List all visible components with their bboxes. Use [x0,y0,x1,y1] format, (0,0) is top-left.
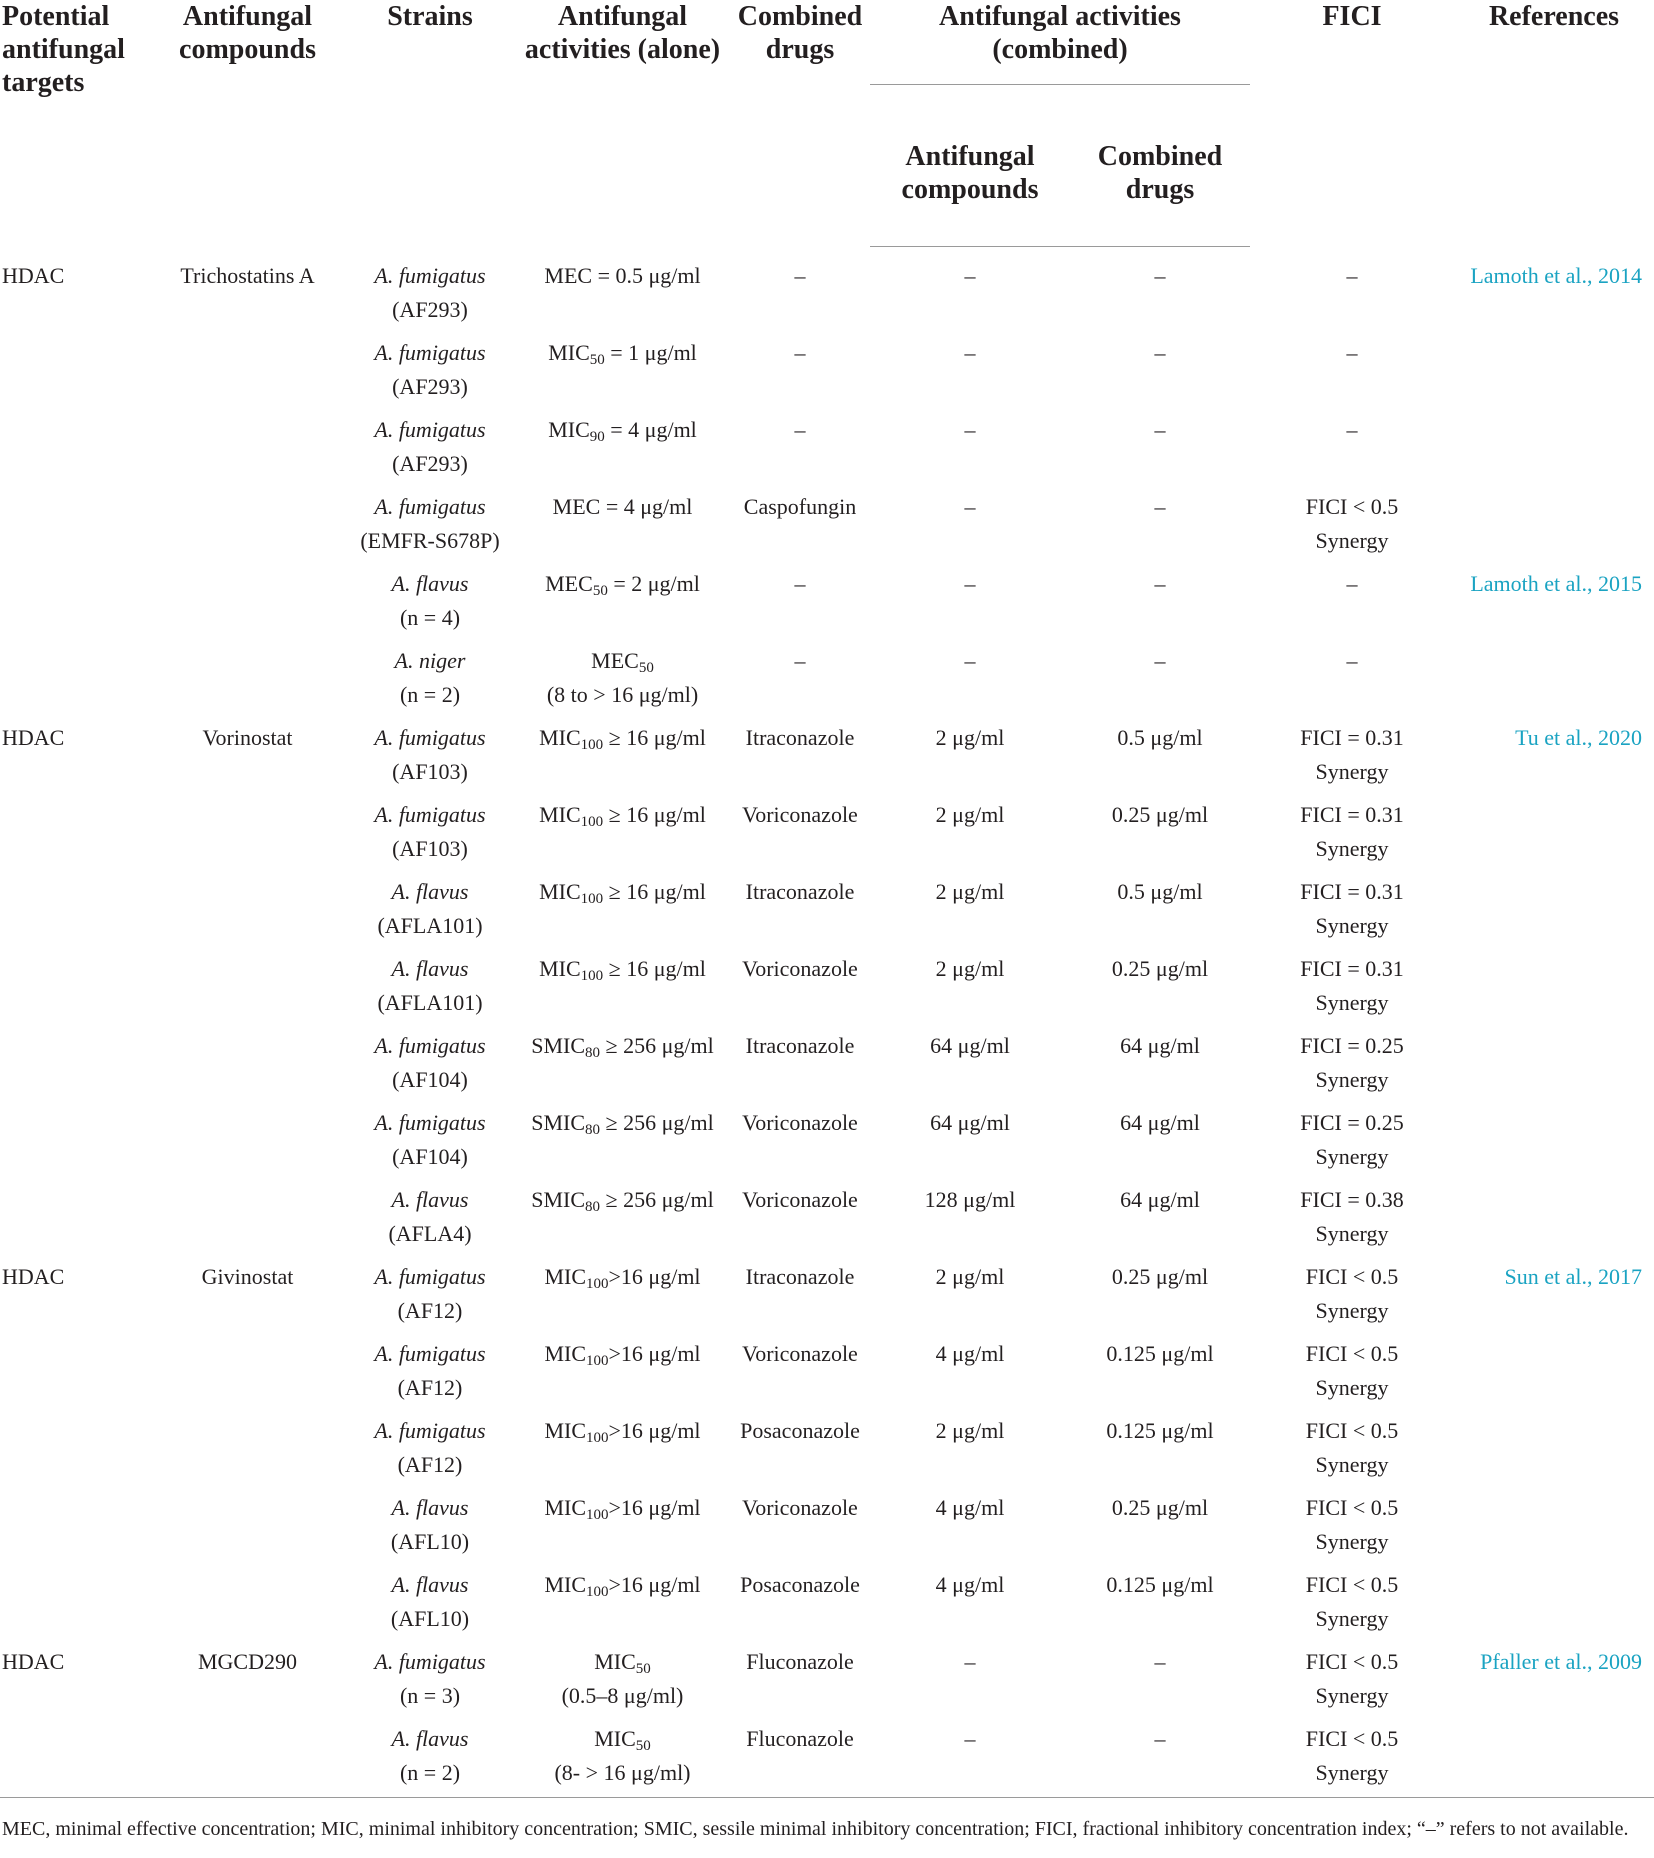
fici-value: FICI < 0.5 [1305,1648,1399,1674]
table-row [0,794,1654,871]
cell-alone: $MIC_{90} = 4$ μg/ml [548,416,697,445]
cell-target [0,794,150,871]
cell-fici [1250,247,1454,332]
fici-note: Synergy [1315,912,1389,938]
cell-strain [345,247,515,332]
strain-species: A. flavus [391,955,469,981]
cell-strain [345,332,515,409]
strain-species: A. fumigatus [374,1263,486,1289]
cell-strain [345,640,515,717]
cell-strain [345,1487,515,1564]
cell-target [0,1102,150,1179]
cell-target [0,1025,150,1102]
cell-reference [1454,486,1654,563]
cell-fici [1250,1256,1454,1333]
fici-value: FICI < 0.5 [1305,1417,1399,1443]
cell-drug: Voriconazole [742,1186,858,1212]
table-row [0,1102,1654,1179]
fici-value: FICI = 0.31 [1300,955,1404,981]
cell-compound [150,1102,345,1179]
strain-id: (AF12) [397,1374,463,1400]
cell-strain [345,563,515,640]
cell-comb-drug: – [1154,339,1166,365]
cell-comb-compound: – [964,339,976,365]
cell-comb-drug: 0.125 μg/ml [1106,1417,1214,1443]
cell-strain [345,409,515,486]
cell-compound [150,1333,345,1410]
strain-id: (AF103) [392,758,468,784]
fici-note: Synergy [1315,1605,1389,1631]
header-strain: Strains [387,1,473,32]
cell-reference[interactable]: Lamoth et al., 2015 [1470,570,1642,596]
cell-target [0,409,150,486]
cell-reference [1454,1179,1654,1256]
cell-comb-compound: – [964,493,976,519]
cell-alone: $SMIC_{80} \ge 256$ μg/ml [531,1032,714,1061]
strain-species: A. fumigatus [374,1109,486,1135]
fici-note: Synergy [1315,527,1389,553]
cell-alone: $MIC_{50} = 1$ μg/ml [548,339,697,368]
cell-strain [345,1564,515,1641]
strain-species: A. fumigatus [374,493,486,519]
table-row [0,1256,1654,1333]
table-row [0,332,1654,409]
cell-fici [1250,948,1454,1025]
strain-species: A. fumigatus [374,1648,486,1674]
cell-comb-compound: 2 μg/ml [935,1417,1005,1443]
cell-comb-drug: 0.125 μg/ml [1106,1571,1214,1597]
cell-comb-compound: 2 μg/ml [935,801,1005,827]
cell-compound [150,948,345,1025]
cell-compound [150,1564,345,1641]
cell-drug: Itraconazole [745,1263,855,1289]
fici-value: FICI < 0.5 [1305,1494,1399,1520]
cell-drug: – [794,570,806,596]
strain-id: (n = 2) [399,681,461,707]
fici-value: FICI = 0.25 [1300,1032,1404,1058]
cell-comb-drug: 0.5 μg/ml [1117,878,1203,904]
cell-alone: $MIC_{100} \ge 16$ μg/ml [539,724,706,753]
subheader-drugs: Combined drugs [1070,118,1250,247]
fici-value: FICI < 0.5 [1305,1340,1399,1366]
cell-fici [1250,871,1454,948]
cell-drug: Itraconazole [745,1032,855,1058]
table-row [0,1179,1654,1256]
cell-strain [345,871,515,948]
cell-comb-compound: – [964,263,976,288]
strain-id: (AF12) [397,1297,463,1323]
cell-alone: $MEC_{50} = 2$ μg/ml [545,570,700,599]
table-footnote: MEC, minimal effective concentration; MIC, minimal inhibitory concentration; SMIC, sessile minimal inhibitory concentration; FICI, fractional inhibitory concentration index; “–” refers to not available. [2,1818,1629,1840]
cell-comb-drug: 0.25 μg/ml [1111,1263,1209,1289]
strain-id: (AF104) [392,1066,468,1092]
strain-species: A. fumigatus [374,801,486,827]
cell-drug: – [794,647,806,673]
cell-drug: – [794,339,806,365]
cell-fici [1250,409,1454,486]
cell-reference [1454,948,1654,1025]
cell-comb-compound: – [964,647,976,673]
cell-reference[interactable]: Sun et al., 2017 [1504,1263,1642,1289]
fici-value: FICI = 0.25 [1300,1109,1404,1135]
strain-species: A. flavus [391,1494,469,1520]
cell-alone: $MIC_{50}$ (8- > 16 μg/ml) [515,1718,730,1798]
strain-id: (AFLA4) [388,1220,472,1246]
cell-drug: – [794,416,806,442]
cell-compound [150,871,345,948]
table-row [0,1333,1654,1410]
cell-reference [1454,1487,1654,1564]
fici-value: FICI = 0.31 [1300,801,1404,827]
cell-comb-compound: – [964,416,976,442]
cell-compound [150,1025,345,1102]
cell-reference [1454,1102,1654,1179]
cell-compound [150,1179,345,1256]
table-header [0,0,1654,247]
cell-fici [1250,1410,1454,1487]
cell-fici [1250,563,1454,640]
cell-reference[interactable]: Lamoth et al., 2014 [1470,262,1642,288]
strain-species: A. flavus [391,1725,469,1751]
fici-value: FICI = 0.38 [1300,1186,1404,1212]
cell-comb-compound: 2 μg/ml [935,955,1005,981]
fici-note: Synergy [1315,989,1389,1015]
cell-compound: Trichostatins A [180,262,315,288]
fici-note: Synergy [1315,1066,1389,1092]
cell-compound: MGCD290 [197,1648,297,1674]
cell-strain [345,1641,515,1718]
cell-alone: $MIC_{100} \ge 16$ μg/ml [539,878,706,907]
strain-species: A. fumigatus [374,1417,486,1443]
strain-species: A. flavus [391,570,469,596]
cell-drug: Itraconazole [745,878,855,904]
cell-reference[interactable]: Tu et al., 2020 [1515,724,1642,750]
strain-species: A. flavus [391,878,469,904]
cell-compound [150,563,345,640]
header-combined-group-label: Antifungal activities (combined) [939,1,1181,65]
cell-compound [150,640,345,717]
table-row [0,563,1654,640]
fici-value: FICI < 0.5 [1305,1263,1399,1289]
cell-target [0,1333,150,1410]
cell-comb-drug: 0.5 μg/ml [1117,724,1203,750]
cell-target [0,1564,150,1641]
fici-note: Synergy [1315,1374,1389,1400]
strain-id: (AF104) [392,1143,468,1169]
cell-comb-compound: 4 μg/ml [935,1340,1005,1366]
fici-value: – [1346,339,1358,365]
cell-comb-drug: 64 μg/ml [1120,1109,1200,1135]
cell-target [0,948,150,1025]
cell-alone: $MIC_{100}>16$ μg/ml [544,1494,701,1523]
cell-drug: Fluconazole [730,1718,870,1798]
fici-value: FICI < 0.5 [1305,1725,1399,1751]
cell-comb-compound: 2 μg/ml [935,878,1005,904]
cell-comb-drug: – [1154,263,1166,288]
strain-id: (AF12) [397,1451,463,1477]
cell-strain [345,948,515,1025]
cell-reference [1454,1025,1654,1102]
cell-target [0,486,150,563]
cell-target [0,1487,150,1564]
table-row [0,948,1654,1025]
cell-drug: – [794,262,806,288]
cell-strain [345,794,515,871]
table-row [0,1564,1654,1641]
strain-species: A. fumigatus [374,416,486,442]
fici-value: FICI < 0.5 [1305,1571,1399,1597]
cell-comb-compound: 64 μg/ml [930,1032,1010,1058]
cell-target [0,563,150,640]
header-group-rule [870,84,1250,85]
cell-fici [1250,1179,1454,1256]
strain-species: A. fumigatus [374,1340,486,1366]
cell-fici [1250,1487,1454,1564]
cell-target: HDAC [2,724,65,750]
strain-id: (AFL10) [390,1528,470,1554]
cell-drug: Itraconazole [745,724,855,750]
cell-comb-compound: 4 μg/ml [935,1494,1005,1520]
cell-comb-compound: 128 μg/ml [924,1186,1016,1212]
strain-species: A. fumigatus [374,1032,486,1058]
header-combined-group [870,0,1250,118]
strain-id: (EMFR-S678P) [360,527,500,553]
strain-species: A. fumigatus [374,262,486,288]
cell-target: HDAC [2,1263,65,1289]
cell-comb-compound: 2 μg/ml [935,1263,1005,1289]
cell-reference [1454,1564,1654,1641]
cell-reference[interactable]: Pfaller et al., 2009 [1480,1648,1642,1674]
cell-fici [1250,1641,1454,1718]
fici-note: Synergy [1315,1682,1389,1708]
cell-reference [1454,1718,1654,1798]
cell-reference [1454,332,1654,409]
cell-fici [1250,640,1454,717]
fici-value: FICI = 0.31 [1300,878,1404,904]
cell-drug: Voriconazole [742,1340,858,1366]
cell-drug: Caspofungin [743,493,857,519]
fici-note: Synergy [1315,1528,1389,1554]
strain-id: (AF293) [392,373,468,399]
cell-comb-compound: 64 μg/ml [930,1109,1010,1135]
strain-species: A. flavus [391,1186,469,1212]
cell-reference [1454,794,1654,871]
cell-target [0,640,150,717]
cell-alone: MEC = 4 μg/ml [552,493,693,519]
cell-fici [1250,1564,1454,1641]
strain-id: (AF103) [392,835,468,861]
cell-drug: Voriconazole [742,801,858,827]
table-row [0,247,1654,332]
cell-comb-drug: – [1154,570,1166,596]
cell-alone: $MIC_{100}>16$ μg/ml [544,1571,701,1600]
cell-comb-drug: – [1154,493,1166,519]
strain-id: (AFLA101) [377,989,483,1015]
cell-fici [1250,1025,1454,1102]
cell-comb-drug: 0.25 μg/ml [1111,1494,1209,1520]
cell-comb-compound: 2 μg/ml [935,724,1005,750]
cell-alone: MEC = 0.5 μg/ml [544,262,701,288]
cell-reference [1454,1333,1654,1410]
strain-species: A. fumigatus [374,724,486,750]
cell-drug: Voriconazole [742,955,858,981]
cell-strain [345,1410,515,1487]
cell-comb-drug: – [1154,1648,1166,1674]
fici-note: Synergy [1315,1220,1389,1246]
cell-target [0,332,150,409]
cell-compound [150,1410,345,1487]
cell-reference [1454,871,1654,948]
cell-compound [150,332,345,409]
header-fici: FICI [1322,1,1382,32]
cell-target [0,1410,150,1487]
strain-species: A. niger [394,647,466,673]
cell-alone: $MIC_{100} \ge 16$ μg/ml [539,955,706,984]
fici-note: Synergy [1315,835,1389,861]
cell-strain [345,1179,515,1256]
fici-note: Synergy [1315,1297,1389,1323]
cell-alone: $SMIC_{80} \ge 256$ μg/ml [531,1109,714,1138]
fici-value: – [1346,416,1358,442]
cell-comb-compound: – [870,1718,1070,1798]
cell-strain [345,1025,515,1102]
strain-id: (AF293) [392,450,468,476]
cell-strain [345,486,515,563]
cell-alone: $MIC_{100}>16$ μg/ml [544,1340,701,1369]
strain-id: (n = 3) [399,1682,461,1708]
cell-comb-drug: – [1070,1718,1250,1798]
strain-id: (n = 4) [399,604,461,630]
cell-strain [345,717,515,794]
fici-value: FICI < 0.5 [1305,493,1399,519]
strain-id: (AFLA101) [377,912,483,938]
cell-drug: Voriconazole [742,1109,858,1135]
header-combined-drugs: Combined drugs [737,1,863,65]
fici-value: FICI = 0.31 [1300,724,1404,750]
header-compound: Antifungal compounds [179,1,316,65]
cell-fici [1250,1102,1454,1179]
table-row [0,486,1654,563]
cell-target: HDAC [2,1648,65,1674]
table-row [0,1025,1654,1102]
cell-drug: Posaconazole [740,1417,860,1443]
cell-comb-drug: – [1154,416,1166,442]
table-row [0,871,1654,948]
fici-note: Synergy [1315,1143,1389,1169]
cell-target [0,1718,150,1798]
cell-comb-compound: – [964,570,976,596]
cell-comb-compound: – [964,1648,976,1674]
cell-target [0,871,150,948]
table-row [0,1487,1654,1564]
cell-comb-drug: 0.25 μg/ml [1111,801,1209,827]
fici-note: Synergy [1315,1759,1389,1785]
cell-compound [150,1487,345,1564]
cell-alone: $SMIC_{80} \ge 256$ μg/ml [531,1186,714,1215]
table-body [0,247,1654,1798]
fici-value: – [1346,570,1358,596]
fici-value: – [1346,647,1358,673]
cell-fici [1250,332,1454,409]
strain-id: (n = 2) [399,1759,461,1785]
table-row [0,1641,1654,1718]
cell-compound [150,486,345,563]
cell-fici [1250,1718,1454,1798]
cell-reference [1454,1410,1654,1487]
table-row [0,640,1654,717]
cell-compound [150,409,345,486]
cell-fici [1250,717,1454,794]
cell-drug: Posaconazole [740,1571,860,1597]
fici-value: – [1346,262,1358,288]
cell-reference [1454,409,1654,486]
cell-comb-compound: 4 μg/ml [935,1571,1005,1597]
strain-species: A. flavus [391,1571,469,1597]
cell-target: HDAC [2,262,65,288]
table-row [0,1718,1654,1798]
cell-comb-drug: 64 μg/ml [1120,1032,1200,1058]
cell-comb-drug: 0.125 μg/ml [1106,1340,1214,1366]
cell-comb-drug: 0.25 μg/ml [1111,955,1209,981]
cell-comb-drug: 64 μg/ml [1120,1186,1200,1212]
header-target: Potential antifungal targets [2,1,125,98]
cell-drug: Voriconazole [742,1494,858,1520]
cell-strain [345,1333,515,1410]
cell-target [0,1179,150,1256]
cell-alone: $MIC_{50}$ (0.5–8 μg/ml) [561,1648,684,1708]
cell-strain [345,1102,515,1179]
subheader-compound: Antifungal compounds [870,118,1070,247]
table-row [0,717,1654,794]
header-alone: Antifungal activities (alone) [524,1,721,65]
table-row [0,409,1654,486]
fici-note: Synergy [1315,1451,1389,1477]
fici-note: Synergy [1315,758,1389,784]
strain-species: A. fumigatus [374,339,486,365]
cell-strain [345,1256,515,1333]
cell-fici [1250,794,1454,871]
cell-comb-drug: – [1154,647,1166,673]
cell-reference [1454,640,1654,717]
strain-id: (AF293) [392,296,468,322]
cell-compound: Vorinostat [202,724,293,750]
strain-id: (AFL10) [390,1605,470,1631]
cell-alone: $MIC_{100}>16$ μg/ml [544,1417,701,1446]
cell-drug: Fluconazole [746,1648,854,1674]
cell-compound [150,1718,345,1798]
cell-fici [1250,486,1454,563]
cell-alone: $MIC_{100} \ge 16$ μg/ml [539,801,706,830]
cell-strain [345,1718,515,1798]
cell-compound: Givinostat [201,1263,294,1289]
header-references: References [1488,1,1620,32]
cell-compound [150,794,345,871]
cell-alone: $MIC_{100}>16$ μg/ml [544,1263,701,1292]
table-row [0,1410,1654,1487]
cell-fici [1250,1333,1454,1410]
cell-alone: $MEC_{50}$ (8 to > 16 μg/ml) [546,647,699,707]
